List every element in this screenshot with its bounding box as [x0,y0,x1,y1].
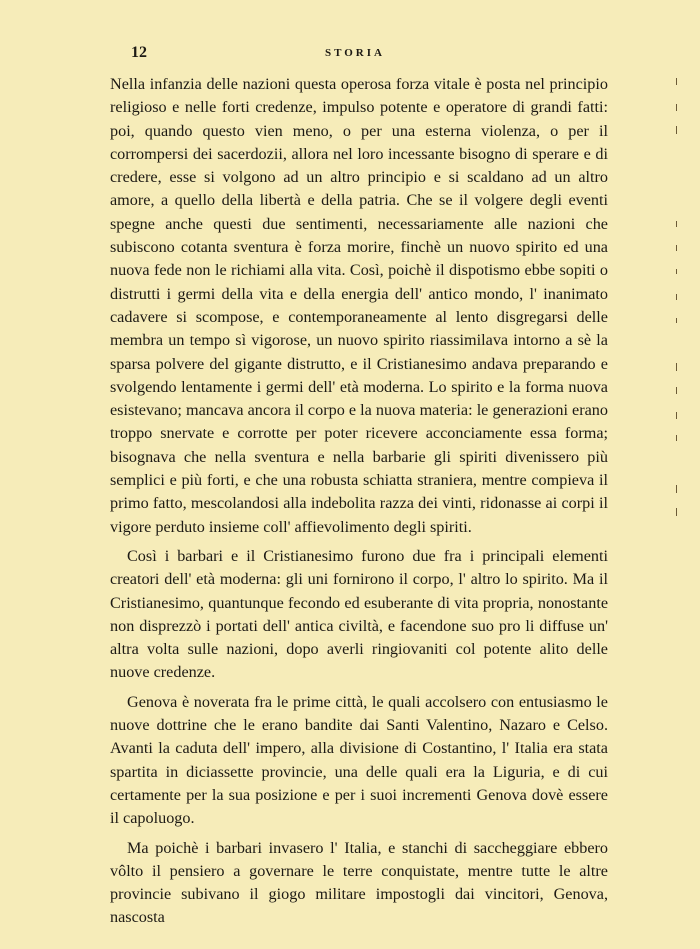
margin-mark [676,221,677,227]
margin-mark [676,294,677,300]
margin-mark [676,104,677,111]
page-number: 12 [131,44,147,61]
page-header [0,44,700,66]
margin-mark [676,412,677,419]
margin-mark [676,126,677,134]
margin-mark [676,485,677,493]
margin-mark [676,318,677,323]
margin-mark [676,435,677,441]
margin-mark [676,78,677,85]
body-text [110,73,608,930]
paragraph-3: Genova è noverata fra le prime città, le quali accolsero con entusiasmo le nuove dottrine che le erano bandite dai Santi Valentino, Nazaro e Celso. Avanti la caduta dell' impero, alla divisione di Costantino, l' Italia era stata spartita in diciassette provincie, una delle quali era la Liguria, e di cui certamente per la sua posizione e per i suoi incrementi Genova dovè essere il capoluogo. [110,692,608,828]
margin-mark [676,245,677,251]
margin-mark [676,363,677,371]
paragraph-1: Nella infanzia delle nazioni questa operosa forza vitale è posta nel principio religioso e nelle forti credenze, impulso potente e operatore di grandi fatti: poi, quando questo vien meno, o per una esterna violenza, o per il corrompersi dei sacerdozii, allora nel loro incessante bisogno di sperare e di credere, esse si volgono ad un altro principio e si scaldano ad un altro amore, a quello della libertà e della patria. Che se il volgere degli eventi spegne anche questi due sentimenti, necessariamente alle nazioni che subiscono cotanta sventura è forza morire, finchè un nuovo spirito ed una nuova fede non le richiami alla vita. Così, poichè il dispotismo ebbe sopiti o distrutti i germi della vita e della energia dell' antico mondo, l' inanimato cadavere si scompose, e contemporaneamente al lento disgregarsi delle membra un tempo sì vigorose, un nuovo spirito riassimilava intorno a sè la sparsa polvere del gigante distrutto, e il Cristianesimo andava preparando e svolgendo lentamente i germi dell' età moderna. Lo spirito e la forma nuova esistevano; mancava ancora il corpo e la nuova materia: le generazioni erano troppo snervate e corrotte per poter ricevere acconciamente essa forma; bisognava che nella sventura e nella barbarie gli spiriti divenissero più semplici e più forti, e che una robusta schiatta straniera, mentre compieva il primo fatto, mescolandosi alla indebolita razza dei vinti, ridonasse ai corpi il vigore perduto insieme coll' affievolimento degli spiriti. [110,75,608,536]
margin-mark [676,269,677,274]
margin-mark [676,387,677,394]
margin-mark [676,508,677,516]
paragraph-4: Ma poichè i barbari invasero l' Italia, e stanchi di saccheggiare ebbero vôlto il pensiero a governare le terre conquistate, mentre tutte le altre provincie subivano il giogo militare impostogli dai vincitori, Genova, nascosta [110,838,608,927]
paragraph-2: Così i barbari e il Cristianesimo furono due fra i principali elementi creatori dell' età moderna: gli uni fornirono il corpo, l' altro lo spirito. Ma il Cristianesimo, quantunque fecondo ed esuberante di vita propria, nonostante non disprezzò i portati dell' antica civiltà, e facendone suo pro li diffuse un' altra volta sulle nazioni, dopo averli ringiovaniti col potente alito delle nuove credenze. [110,546,608,682]
running-title: STORIA [325,47,385,59]
bleed-through-marks [672,70,684,550]
